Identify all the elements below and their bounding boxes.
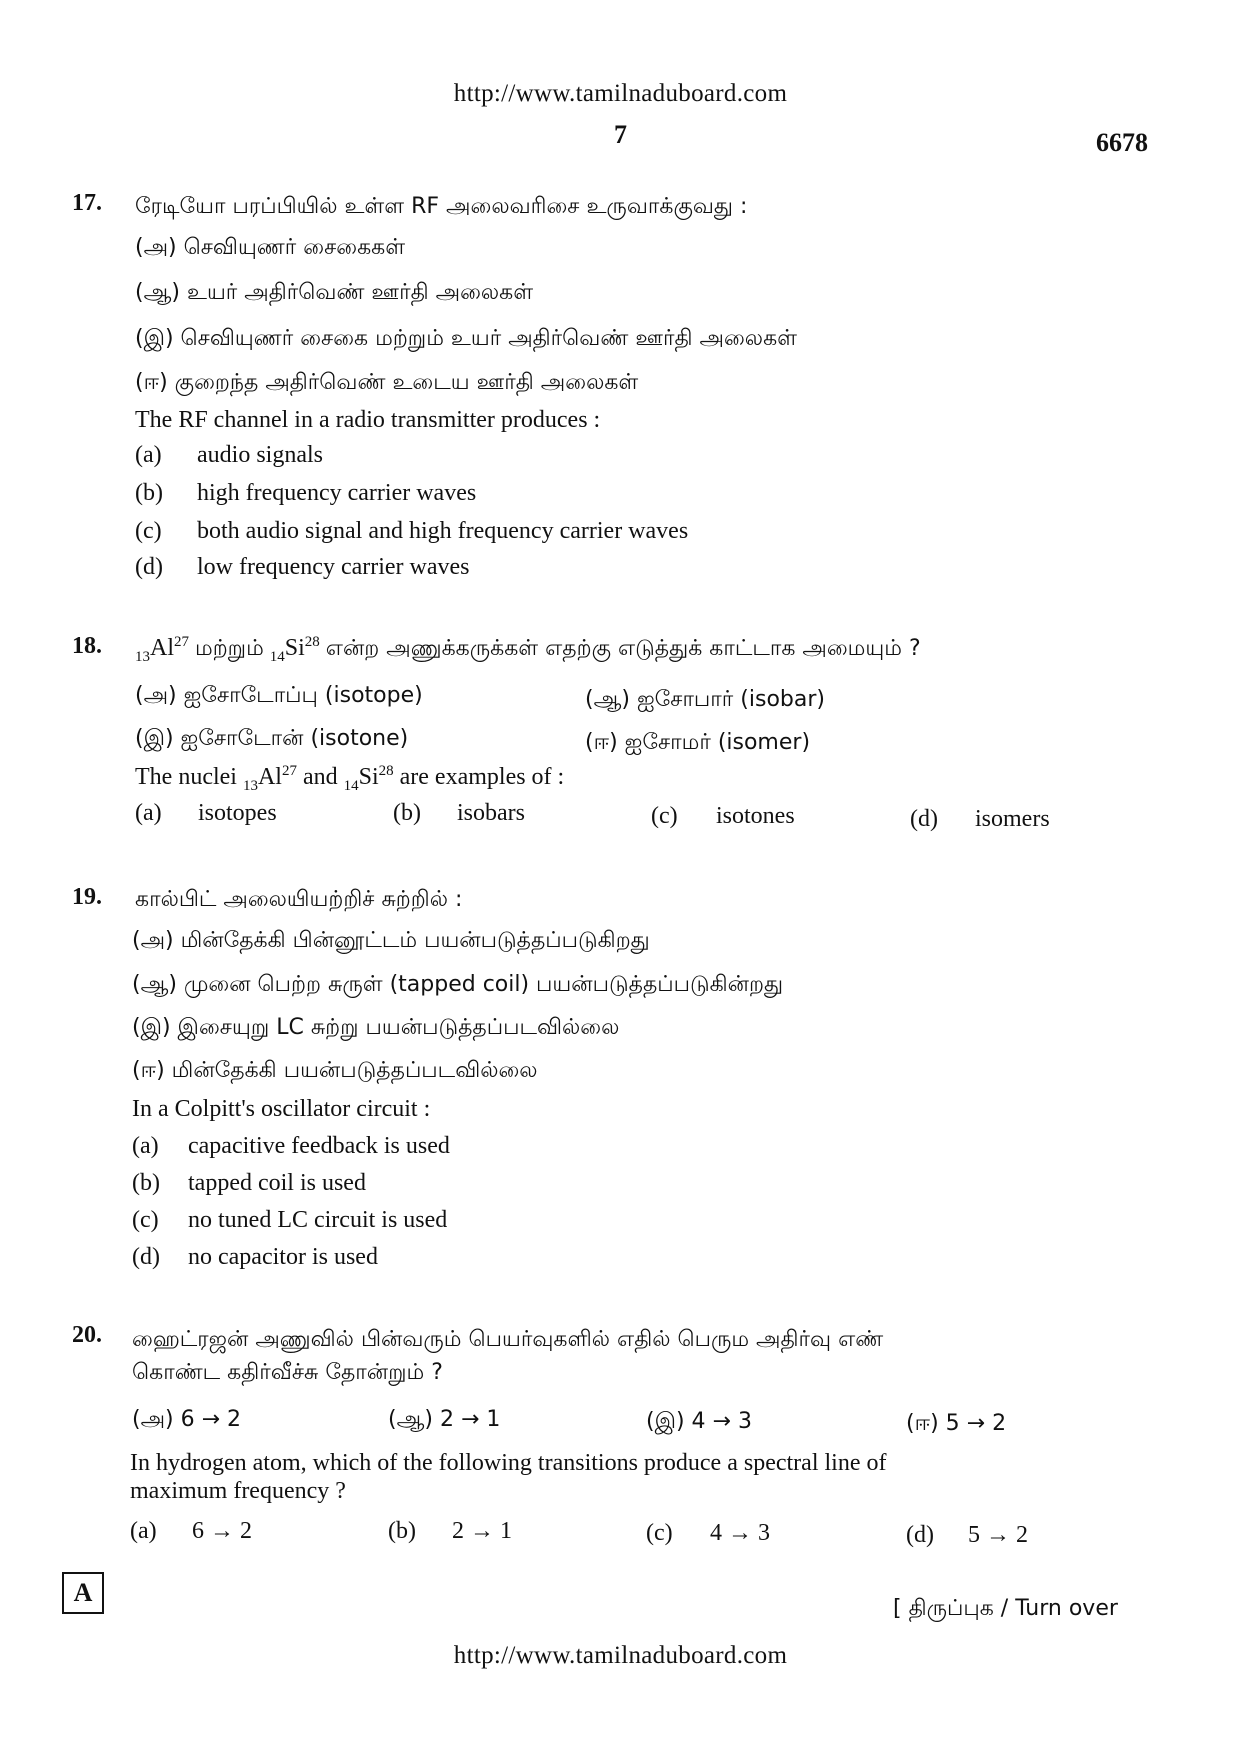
header-url[interactable]: http://www.tamilnaduboard.com [453, 80, 788, 107]
option-text: audio signals [197, 442, 323, 468]
option-label: (a) [135, 442, 162, 468]
q19-english-option-d [132, 1244, 378, 1271]
q20-tamil-option-c: (இ) 4 → 3 [646, 1409, 752, 1434]
nucleus-aluminium: $_{13}Al^{27}$ [135, 634, 189, 665]
paper-code: 6678 [1096, 128, 1148, 157]
option-label: (d) [910, 806, 938, 832]
page-number: 7 [614, 120, 627, 149]
q20-english-stem-line2: maximum frequency ? [130, 1478, 346, 1504]
option-label: (a) [130, 1518, 157, 1544]
q17-tamil-option-a: (அ) செவியுணர் சைகைகள் [135, 235, 406, 260]
q18-tamil-option-d: (ஈ) ஐசோமர் (isomer) [585, 730, 811, 755]
nucleus-silicon: $_{14}Si^{28}$ [343, 763, 394, 794]
q20-tamil-stem-line1: ஹைட்ரஜன் அணுவில் பின்வரும் பெயர்வுகளில் எதில் பெரும அதிர்வு எண் [132, 1327, 884, 1352]
option-label: (b) [132, 1170, 160, 1196]
option-label: (c) [132, 1207, 159, 1233]
q18-english-stem: The nuclei $_{13}Al^{27}$ and $_{14}Si^{28}$ are examples of : [135, 763, 565, 794]
option-label: (d) [135, 554, 163, 580]
option-label: (d) [132, 1244, 160, 1270]
option-label: (c) [646, 1520, 673, 1546]
q18-tamil-option-a: (அ) ஐசோடோப்பு (isotope) [135, 683, 423, 708]
option-text: no capacitor is used [188, 1244, 378, 1270]
footer-url[interactable]: http://www.tamilnaduboard.com [453, 1642, 788, 1669]
q18-tamil-stem: $_{13}Al^{27}$ மற்றும் $_{14}Si^{28}$ என்ற அணுக்கருக்கள் எதற்கு எடுத்துக் காட்டாக அமையும் ? [135, 634, 921, 665]
q20-tamil-option-d: (ஈ) 5 → 2 [906, 1411, 1007, 1436]
q20-tamil-option-a: (அ) 6 → 2 [132, 1407, 242, 1432]
q17-tamil-option-d: (ஈ) குறைந்த அதிர்வெண் உடைய ஊர்தி அலைகள் [135, 370, 639, 395]
option-text: capacitive feedback is used [188, 1133, 450, 1159]
q19-tamil-option-c: (இ) இசையுறு LC சுற்று பயன்படுத்தப்படவில்லை [132, 1015, 620, 1040]
question-20-number: 20. [72, 1322, 102, 1348]
q20-tamil-stem-line2: கொண்ட கதிர்வீச்சு தோன்றும் ? [132, 1360, 443, 1385]
q18-tamil-option-c: (இ) ஐசோடோன் (isotone) [135, 726, 409, 751]
q19-tamil-option-d: (ஈ) மின்தேக்கி பயன்படுத்தப்படவில்லை [132, 1058, 538, 1083]
question-17-number: 17. [72, 190, 102, 216]
option-label: (b) [388, 1518, 416, 1544]
q17-english-option-d [135, 554, 470, 581]
q20-tamil-option-b: (ஆ) 2 → 1 [388, 1407, 501, 1432]
booklet-letter-box: A [62, 1572, 104, 1614]
question-18-number: 18. [72, 633, 102, 659]
option-text: 5 → 2 [968, 1522, 1028, 1548]
option-text: 2 → 1 [452, 1518, 512, 1544]
q18-english-options [0, 800, 1241, 832]
question-19-number: 19. [72, 884, 102, 910]
option-text: high frequency carrier waves [197, 480, 477, 506]
nucleus-silicon: $_{14}Si^{28}$ [269, 634, 320, 665]
option-label: (a) [135, 800, 162, 826]
q17-tamil-option-c: (இ) செவியுணர் சைகை மற்றும் உயர் அதிர்வெண் ஊர்தி அலைகள் [135, 326, 797, 351]
q18-tamil-option-b: (ஆ) ஐசோபார் (isobar) [585, 687, 825, 712]
q19-english-option-a [132, 1133, 450, 1160]
option-label: (a) [132, 1133, 159, 1159]
q20-english-options [0, 1518, 1241, 1552]
nucleus-aluminium: $_{13}Al^{27}$ [242, 763, 297, 794]
q20-tamil-options [0, 1407, 1241, 1441]
option-text: both audio signal and high frequency carrier waves [197, 518, 689, 544]
turn-over-note: [ திருப்புக / Turn over [893, 1596, 1118, 1621]
option-text: isotones [716, 803, 795, 829]
q19-english-option-c [132, 1207, 447, 1234]
option-text: low frequency carrier waves [197, 554, 470, 580]
option-label: (b) [135, 480, 163, 506]
q17-tamil-stem: ரேடியோ பரப்பியில் உள்ள RF அலைவரிசை உருவாக்குவது : [135, 194, 748, 219]
option-label: (c) [135, 518, 162, 544]
q17-english-option-b [135, 480, 476, 507]
q17-tamil-option-b: (ஆ) உயர் அதிர்வெண் ஊர்தி அலைகள் [135, 280, 534, 305]
q19-english-option-b [132, 1170, 366, 1197]
option-text: isotopes [198, 800, 277, 826]
option-text: 6 → 2 [192, 1518, 252, 1544]
option-label: (b) [393, 800, 421, 826]
q20-english-stem-line1: In hydrogen atom, which of the following transitions produce a spectral line of [130, 1450, 887, 1476]
option-text: no tuned LC circuit is used [188, 1207, 448, 1233]
q19-tamil-option-a: (அ) மின்தேக்கி பின்னூட்டம் பயன்படுத்தப்படுகிறது [132, 928, 650, 953]
q19-english-stem: In a Colpitt's oscillator circuit : [132, 1096, 431, 1122]
option-text: isobars [457, 800, 525, 826]
option-text: tapped coil is used [188, 1170, 366, 1196]
option-text: 4 → 3 [710, 1520, 770, 1546]
q19-tamil-option-b: (ஆ) முனை பெற்ற சுருள் (tapped coil) பயன்படுத்தப்படுகின்றது [132, 972, 784, 997]
q19-tamil-stem: கால்பிட் அலையியற்றிச் சுற்றில் : [135, 887, 463, 912]
option-label: (d) [906, 1522, 934, 1548]
option-text: isomers [975, 806, 1050, 832]
q17-english-option-a [135, 442, 323, 469]
q17-english-stem: The RF channel in a radio transmitter produces : [135, 407, 601, 433]
q17-english-option-c [135, 518, 688, 545]
option-label: (c) [651, 803, 678, 829]
